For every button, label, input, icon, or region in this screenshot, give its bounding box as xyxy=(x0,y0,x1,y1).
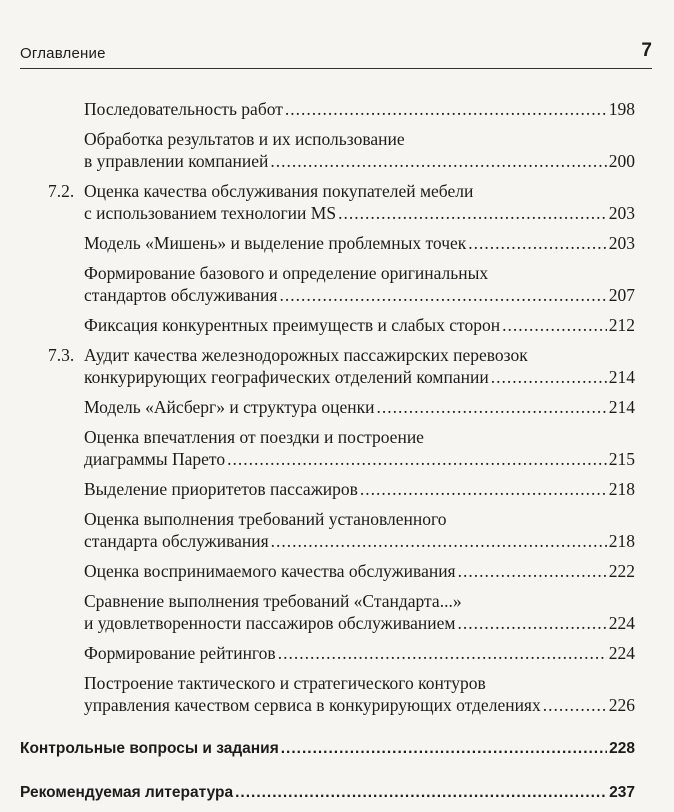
dot-leader xyxy=(502,314,607,336)
toc-entry-text: Контрольные вопросы и задания xyxy=(20,740,279,757)
dot-leader xyxy=(457,612,606,634)
toc-page-number: 218 xyxy=(608,531,635,551)
toc-section-entry[interactable] xyxy=(48,180,635,224)
toc-entry[interactable] xyxy=(84,672,635,716)
toc-entry-text: Оценка впечатления от поездки и построение xyxy=(84,427,424,447)
toc-entry-text: Последовательность работ xyxy=(84,99,283,119)
toc-entry-text: Формирование базового и определение оригинальных xyxy=(84,263,489,283)
toc-entry-text: конкурирующих географических отделений компании xyxy=(84,367,489,387)
toc-entry-text: Фиксация конкурентных преимуществ и слабых сторон xyxy=(84,315,501,335)
toc-page-number: 226 xyxy=(608,695,635,715)
toc-page-number: 214 xyxy=(608,367,635,387)
toc-section-body xyxy=(84,180,635,224)
toc-entry-text: и удовлетворенности пассажиров обслуживанием xyxy=(84,613,456,633)
toc-chapter-entry[interactable] xyxy=(20,738,635,760)
toc-entry[interactable] xyxy=(84,262,635,306)
toc-section-number: 7.3. xyxy=(48,345,75,365)
toc-entry-text: в управлении компанией xyxy=(84,151,269,171)
toc-entry-text: управления качеством сервиса в конкурирующих отделениях xyxy=(84,695,541,715)
toc-page-number: 224 xyxy=(608,643,635,663)
toc-page-number: 200 xyxy=(608,151,635,171)
dot-leader xyxy=(338,202,607,224)
toc-entry-text: Модель «Мишень» и выделение проблемных точек xyxy=(84,233,467,253)
dot-leader xyxy=(281,738,607,760)
toc-entry[interactable] xyxy=(84,642,635,664)
toc-page-number: 215 xyxy=(608,449,635,469)
dot-leader xyxy=(285,98,607,120)
toc-section-number: 7.2. xyxy=(48,181,75,201)
dot-leader xyxy=(468,232,606,254)
toc-entry[interactable] xyxy=(84,396,635,418)
toc-page-number: 214 xyxy=(608,397,635,417)
toc-entry-text: Формирование рейтингов xyxy=(84,643,276,663)
dot-leader xyxy=(360,478,607,500)
dot-leader xyxy=(227,448,607,470)
dot-leader xyxy=(278,642,607,664)
toc-entry-text: Оценка выполнения требований установленного xyxy=(84,509,447,529)
toc-entry-text: Модель «Айсберг» и структура оценки xyxy=(84,397,375,417)
toc-page-number: 212 xyxy=(608,315,635,335)
toc-entry[interactable] xyxy=(84,128,635,172)
toc-page-number: 222 xyxy=(608,561,635,581)
page-header xyxy=(20,40,652,62)
toc-page-number: 218 xyxy=(608,479,635,499)
toc-entry-text: Выделение приоритетов пассажиров xyxy=(84,479,358,499)
toc-entry-text: диаграммы Парето xyxy=(84,449,226,469)
toc-entry[interactable] xyxy=(84,590,635,634)
page-number: 7 xyxy=(641,40,652,61)
toc-entry[interactable] xyxy=(84,98,635,120)
toc-entry-text: Аудит качества железнодорожных пассажирских перевозок xyxy=(84,345,528,365)
running-head: Оглавление xyxy=(20,45,106,62)
toc-section-entry[interactable] xyxy=(48,344,635,388)
toc-page-number: 228 xyxy=(609,740,635,757)
dot-leader xyxy=(271,530,607,552)
toc-page-number: 198 xyxy=(608,99,635,119)
toc-entry-text: с использованием технологии MS xyxy=(84,203,337,223)
dot-leader xyxy=(279,284,606,306)
toc-entry-text: Построение тактического и стратегического контуров xyxy=(84,673,486,693)
toc-page-number: 203 xyxy=(608,233,635,253)
toc-section-body xyxy=(84,344,635,388)
toc-page-number: 224 xyxy=(608,613,635,633)
toc-chapter-entry[interactable] xyxy=(20,782,635,804)
toc-entry[interactable] xyxy=(84,314,635,336)
toc-entry-text: Оценка воспринимаемого качества обслуживания xyxy=(84,561,456,581)
toc-entry-text: Рекомендуемая литература xyxy=(20,784,234,801)
toc-entry-text: Обработка результатов и их использование xyxy=(84,129,405,149)
dot-leader xyxy=(376,396,606,418)
dot-leader xyxy=(235,782,607,804)
toc-page-number: 237 xyxy=(609,784,635,801)
dot-leader xyxy=(543,694,607,716)
toc-page-number: 207 xyxy=(608,285,635,305)
toc-entry[interactable] xyxy=(84,478,635,500)
toc-entry[interactable] xyxy=(84,508,635,552)
dot-leader xyxy=(270,150,606,172)
toc-entry[interactable] xyxy=(84,232,635,254)
dot-leader xyxy=(491,366,607,388)
dot-leader xyxy=(458,560,607,582)
toc-entry-text: Сравнение выполнения требований «Стандарта...» xyxy=(84,591,462,611)
toc-entry-text: Оценка качества обслуживания покупателей мебели xyxy=(84,181,474,201)
header-divider xyxy=(20,68,652,69)
toc-entry-text: стандартов обслуживания xyxy=(84,285,278,305)
toc-entry[interactable] xyxy=(84,426,635,470)
toc-entry[interactable] xyxy=(84,560,635,582)
table-of-contents xyxy=(0,98,674,812)
toc-entry-text: стандарта обслуживания xyxy=(84,531,269,551)
toc-page-number: 203 xyxy=(608,203,635,223)
